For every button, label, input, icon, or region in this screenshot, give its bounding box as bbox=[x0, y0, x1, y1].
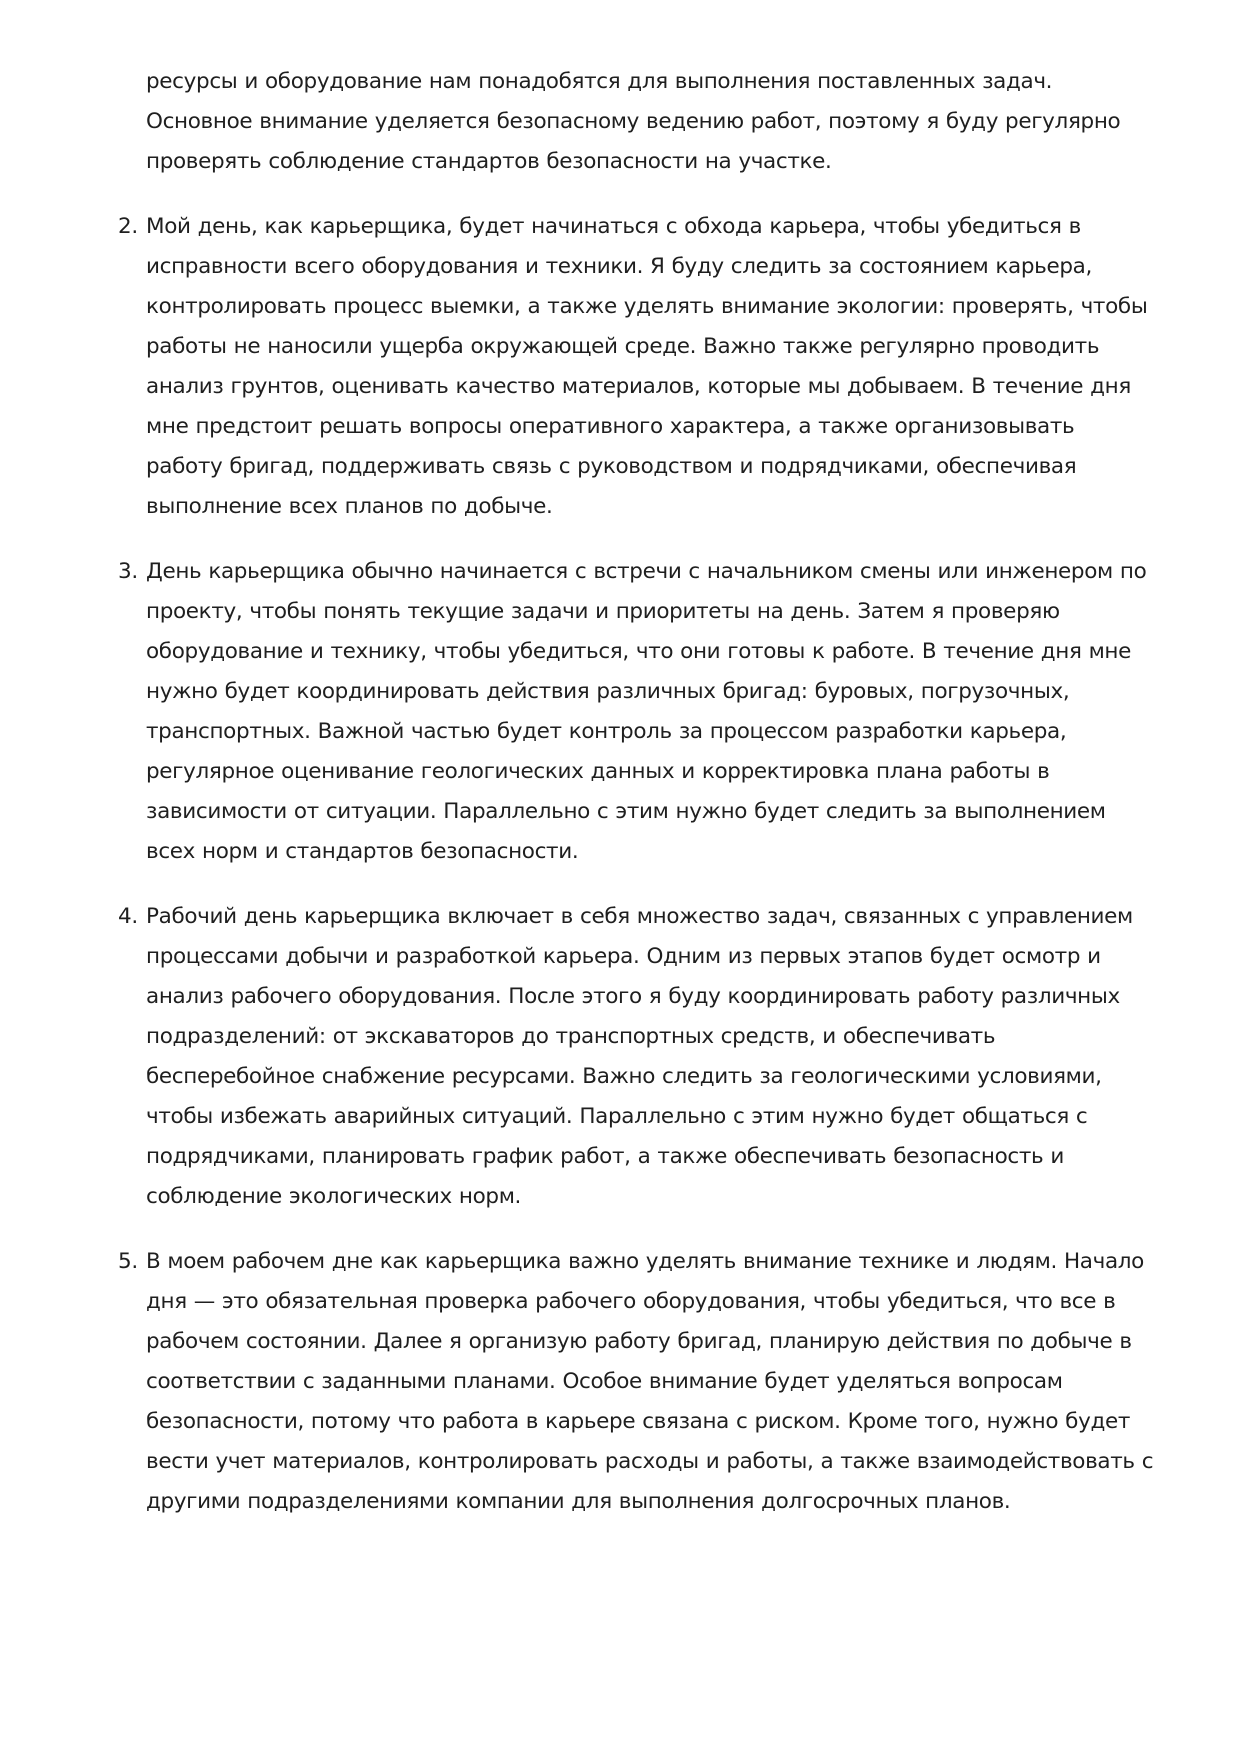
list-item bbox=[118, 207, 1156, 527]
list-item-text: В моем рабочем дне как карьерщика важно уделять внимание технике и людям. Начало дня — это обязательная проверка рабочего оборудования, чтобы убедиться, что все в рабочем состоянии. Далее я организую работу бригад, планирую действия по добыче в соответствии с заданными планами. Особое внимание будет уделяться вопросам безопасности, потому что работа в карьере связана с риском. Кроме того, нужно будет вести учет материалов, контролировать расходы и работы, а также взаимодействовать с другими подразделениями компании для выполнения долгосрочных планов. bbox=[146, 1249, 1154, 1514]
list-item-number: 4. bbox=[118, 904, 138, 929]
list-item-number: 5. bbox=[118, 1249, 138, 1274]
list-item bbox=[118, 552, 1156, 872]
document-body bbox=[118, 62, 1156, 1522]
list-item bbox=[118, 1242, 1156, 1522]
continuation-paragraph: ресурсы и оборудование нам понадобятся для выполнения поставленных задач. Основное внимание уделяется безопасному ведению работ, поэтому я буду регулярно проверять соблюдение стандартов безопасности на участке. bbox=[146, 69, 1121, 174]
list-item bbox=[118, 897, 1156, 1217]
list-item-text: Рабочий день карьерщика включает в себя множество задач, связанных с управлением процессами добычи и разработкой карьера. Одним из первых этапов будет осмотр и анализ рабочего оборудования. После этого я буду координировать работу различных подразделений: от экскаваторов до транспортных средств, и обеспечивать бесперебойное снабжение ресурсами. Важно следить за геологическими условиями, чтобы избежать аварийных ситуаций. Параллельно с этим нужно будет общаться с подрядчиками, планировать график работ, а также обеспечивать безопасность и соблюдение экологических норм. bbox=[146, 904, 1133, 1209]
list-item-number: 3. bbox=[118, 559, 138, 584]
list-item-text: День карьерщика обычно начинается с встречи с начальником смены или инженером по проекту, чтобы понять текущие задачи и приоритеты на день. Затем я проверяю оборудование и технику, чтобы убедиться, что они готовы к работе. В течение дня мне нужно будет координировать действия различных бригад: буровых, погрузочных, транспортных. Важной частью будет контроль за процессом разработки карьера, регулярное оценивание геологических данных и корректировка плана работы в зависимости от ситуации. Параллельно с этим нужно будет следить за выполнением всех норм и стандартов безопасности. bbox=[146, 559, 1147, 864]
list-item-text: Мой день, как карьерщика, будет начинаться с обхода карьера, чтобы убедиться в исправности всего оборудования и техники. Я буду следить за состоянием карьера, контролировать процесс выемки, а также уделять внимание экологии: проверять, чтобы работы не наносили ущерба окружающей среде. Важно также регулярно проводить анализ грунтов, оценивать качество материалов, которые мы добываем. В течение дня мне предстоит решать вопросы оперативного характера, а также организовывать работу бригад, поддерживать связь с руководством и подрядчиками, обеспечивая выполнение всех планов по добыче. bbox=[146, 214, 1148, 519]
list-item-number: 2. bbox=[118, 214, 138, 239]
